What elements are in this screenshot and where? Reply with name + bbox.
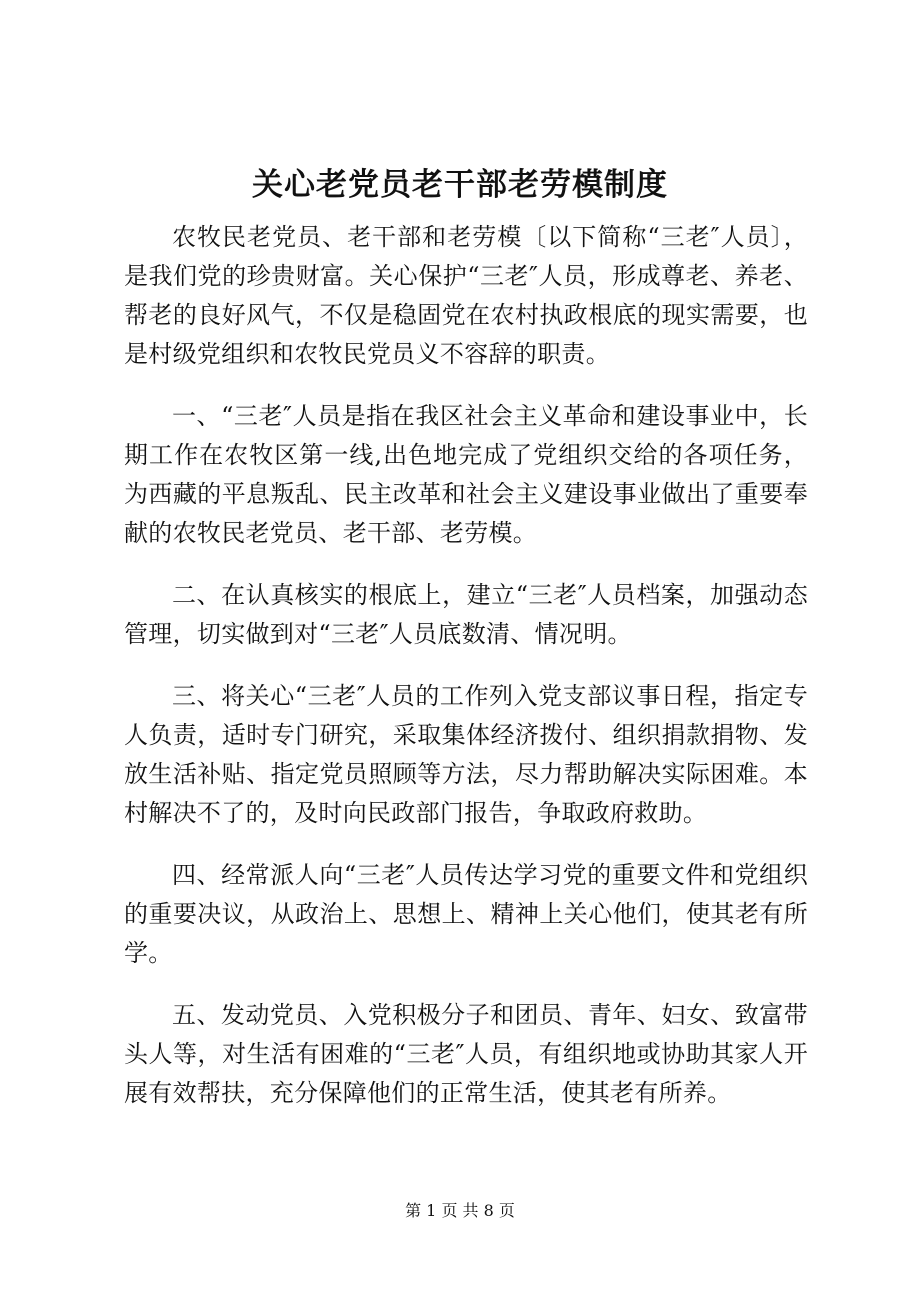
paragraph-item-1: 一、“三老″人员是指在我区社会主义革命和建设事业中，长期工作在农牧区第一线,出色地完成了党组织交给的各项任务，为西藏的平息叛乱、民主改革和社会主义建设事业做出了重要奉献的农牧民老党员、老干部、老劳模。 [124,402,808,547]
document-body [124,218,808,1136]
paragraph-item-4: 四、经常派人向“三老″人员传达学习党的重要文件和党组织的重要决议，从政治上、思想上、精神上关心他们，使其老有所学。 [124,861,808,967]
document-title: 关心老党员老干部老劳模制度 [252,167,668,203]
paragraph-intro: 农牧民老党员、老干部和老劳模〔以下简称“三老″人员〕，是我们党的珍贵财富。关心保护“三老″人员，形成尊老、养老、帮老的良好风气，不仅是稳固党在农村执政根底的现实需要，也是村级党组织和农牧民党员义不容辞的职责。 [124,223,808,368]
page-footer: 第 1 页 共 8 页 [405,1201,515,1220]
paragraph-item-2: 二、在认真核实的根底上，建立“三老″人员档案，加强动态管理，切实做到对“三老″人员底数清、情况明。 [124,581,808,648]
paragraph-item-3: 三、将关心“三老″人员的工作列入党支部议事日程，指定专人负责，适时专门研究，采取集体经济拨付、组织捐款捐物、发放生活补贴、指定党员照顾等方法，尽力帮助解决实际困难。本村解决不了的，及时向民政部门报告，争取政府救助。 [124,682,808,827]
paragraph-item-5: 五、发动党员、入党积极分子和团员、青年、妇女、致富带头人等，对生活有困难的“三老″人员，有组织地或协助其家人开展有效帮扶，充分保障他们的正常生活，使其老有所养。 [124,1001,808,1107]
